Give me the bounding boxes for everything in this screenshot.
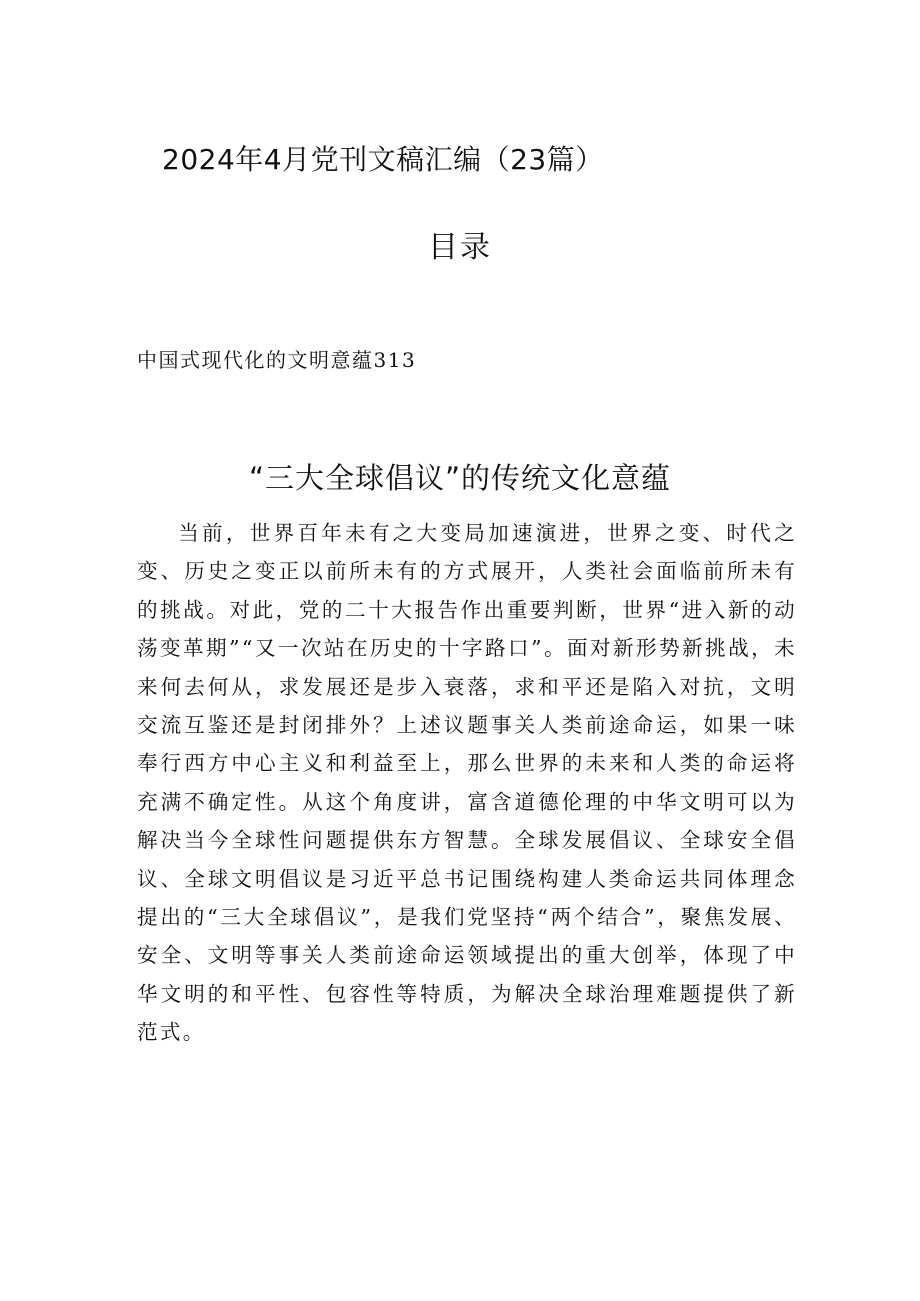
document-title: 2024年4月党刊文稿汇编（23篇） — [162, 143, 604, 176]
article-title: “三大全球倡议”的传统文化意蕴 — [248, 461, 672, 495]
toc-entry[interactable]: 中国式现代化的文明意蕴313 — [137, 348, 417, 372]
article-paragraph: 当前，世界百年未有之大变局加速演进，世界之变、时代之变、历史之变正以前所未有的方式展开，人类社会面临前所未有的挑战。对此，党的二十大报告作出重要判断，世界“进入新的动荡变革期”“又一次站在历史的十字路口”。面对新形势新挑战，未来何去何从，求发展还是步入衰落，求和平还是陷入对抗，文明交流互鉴还是封闭排外？上述议题事关人类前途命运，如果一味奉行西方中心主义和利益至上，那么世界的未来和人类的命运将充满不确定性。从这个角度讲，富含道德伦理的中华文明可以为解决当今全球性问题提供东方智慧。全球发展倡议、全球安全倡议、全球文明倡议是习近平总书记围绕构建人类命运共同体理念提出的“三大全球倡议”，是我们党坚持“两个结合”，聚焦发展、安全、文明等事关人类前途命运领域提出的重大创举，体现了中华文明的和平性、包容性等特质，为解决全球治理难题提供了新范式。 — [137, 521, 797, 1045]
toc-heading: 目录 — [428, 230, 492, 265]
